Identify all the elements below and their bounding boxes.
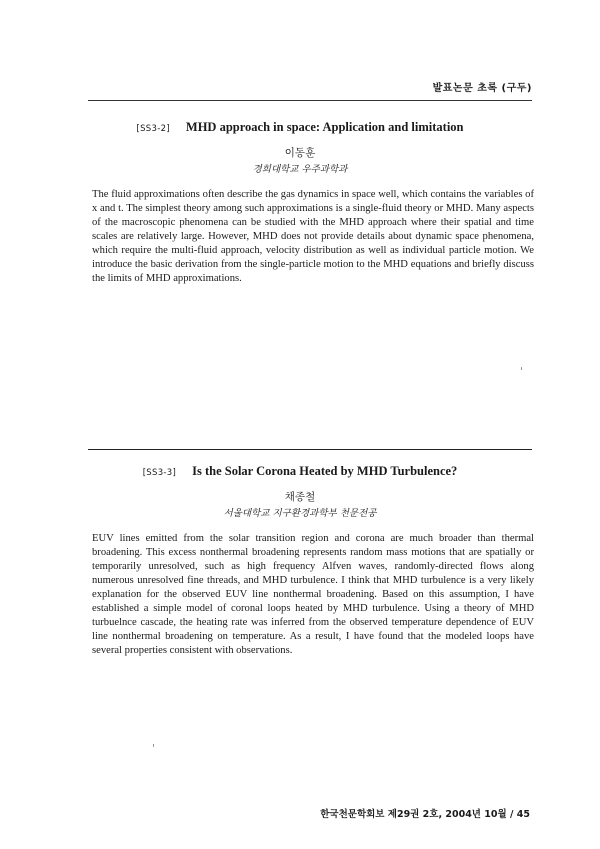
page-footer: 한국천문학회보 제29권 2호, 2004년 10월 / 45 [320, 809, 530, 820]
scan-speck [153, 744, 154, 747]
abstract-code: [SS3-2] [136, 124, 170, 134]
abstract-author: 채종철 [284, 491, 316, 503]
section-label: 발표논문 초록 (구두) [432, 83, 532, 94]
scan-speck [521, 367, 522, 370]
abstract-affiliation: 서울대학교 지구환경과학부 천문전공 [223, 508, 377, 519]
abstract-author: 이동훈 [284, 147, 316, 159]
abstract-title: MHD approach in space: Application and limitation [185, 120, 464, 134]
abstract-body: EUV lines emitted from the solar transition region and corona are much broader than thermal broadening. This excess nonthermal broadening represents random mass motions that are spatially or temporarily unresolved, such as high frequency Alfven waves, randomly-directed flows along numerous unresolved fine threads, and MHD turbulence. I think that MHD turbulence is a very likely explanation for the observed EUV line nonthermal broadening. Based on this assumption, I have established a simple model of coronal loops heated by MHD turbulence. Using a theory of MHD turbuelnce cascade, the heating rate was inferred from the observed temperature dependence of EUV line nonthermal broadening on temperature. As a result, I have found that the modeled loops have several properties consistent with observations. [92, 533, 534, 656]
header-rule [88, 100, 532, 101]
abstract-affiliation: 경희대학교 우주과학과 [252, 164, 348, 175]
abstract-title: Is the Solar Corona Heated by MHD Turbulence? [192, 464, 458, 478]
abstract-code: [SS3-3] [142, 468, 177, 478]
abstract-title-row [0, 462, 600, 480]
abstract-title-row [0, 118, 600, 136]
section-divider [88, 449, 532, 450]
abstract-body: The fluid approximations often describe the gas dynamics in space well, which contains the variables of x and t. The simplest theory among such approximations is a single-fluid theory or MHD. Many aspects of the macroscopic phenomena can be studied with the MHD approach where their spatial and time scales are relatively large. However, MHD does not provide details about dynamic space phenomena, which require the multi-fluid approach, velocity distribution as well as individual particle motion. We introduce the basic derivation from the single-particle motion to the MHD equations and briefly discuss the limits of MHD approximations. [92, 189, 534, 284]
